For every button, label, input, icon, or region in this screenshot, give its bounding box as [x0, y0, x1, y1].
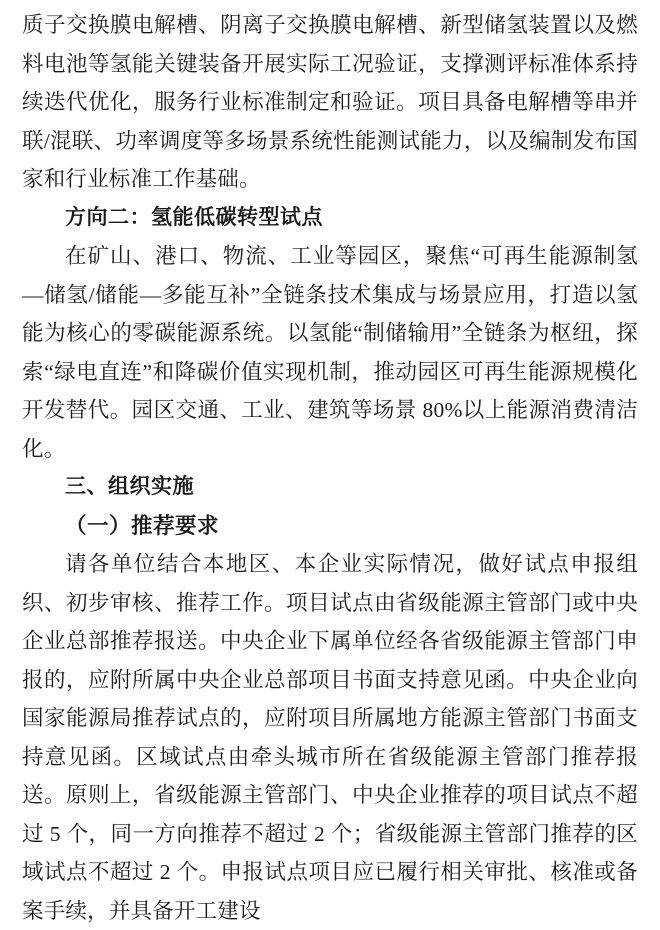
paragraph-continuation: 质子交换膜电解槽、阴离子交换膜电解槽、新型储氢装置以及燃料电池等氢能关键装备开展实际工况验证，支撑测评标准体系持续迭代优化，服务行业标准制定和验证。项目具备电解槽等串并联/混联、功率调度等多场景系统性能测试能力，以及编制发布国家和行业标准工作基础。	[22, 13, 638, 191]
heading-subsection-one: （一）推荐要求	[65, 513, 220, 538]
heading-direction-two: 方向二：氢能低碳转型试点	[65, 205, 323, 229]
paragraph-direction-two-body: 在矿山、港口、物流、工业等园区，聚焦“可再生能源制氢—储氢/储能—多能互补”全链条技术集成与场景应用，打造以氢能为核心的零碳能源系统。以氢能“制储输用”全链条为枢纽，探索“绿电直连”和降碳价值实现机制，推动园区可再生能源规模化开发替代。园区交通、工业、建筑等场景 80%以上能源消费清洁化。	[22, 244, 638, 461]
heading-section-three: 三、组织实施	[65, 475, 194, 498]
paragraph-recommendation-requirements: 请各单位结合本地区、本企业实际情况，做好试点申报组织、初步审核、推荐工作。项目试点由省级能源主管部门或中央企业总部推荐报送。中央企业下属单位经各省级能源主管部门申报的，应附所属中央企业总部项目书面支持意见函。中央企业向国家能源局推荐试点的，应附项目所属地方能源主管部门书面支持意见函。区域试点由牵头城市所在省级能源主管部门推荐报送。原则上，省级能源主管部门、中央企业推荐的项目试点不超过 5 个，同一方向推荐不超过 2 个；省级能源主管部门推荐的区域试点不超过 2 个。申报试点项目应已履行相关审批、核准或备案手续，并具备开工建设	[22, 552, 638, 923]
